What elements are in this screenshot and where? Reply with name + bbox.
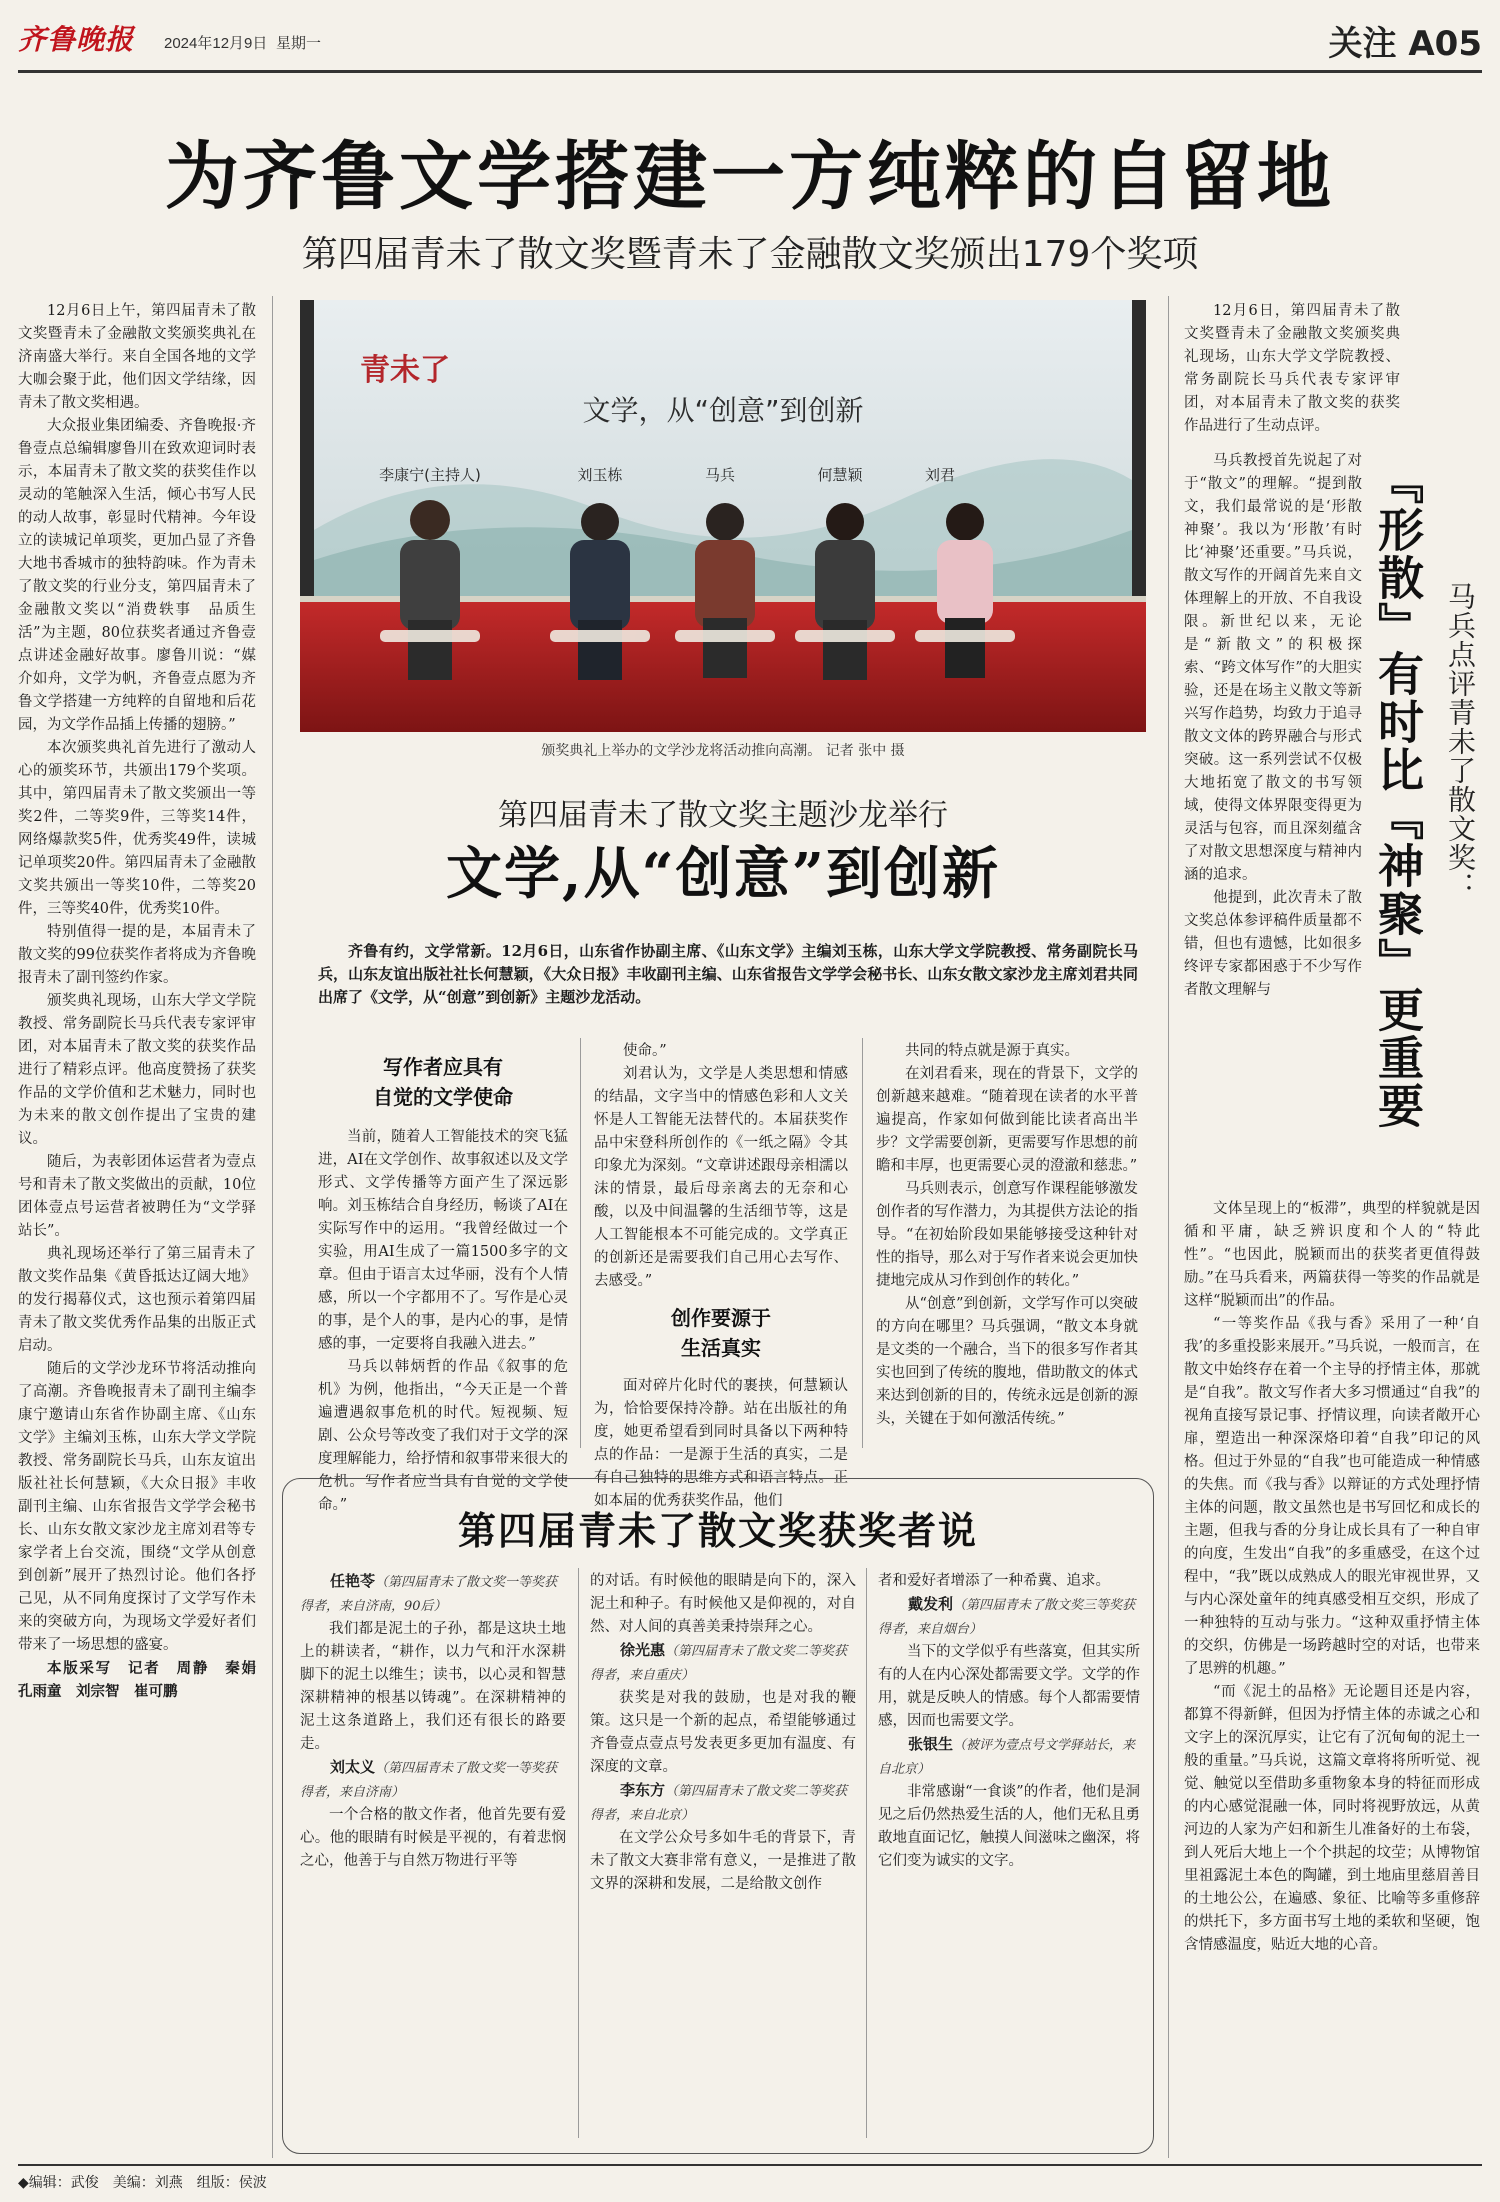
salon-column-1 [318, 1052, 568, 1517]
winner-name [878, 1593, 1140, 1641]
winner-quote: 在文学公众号多如牛毛的背景下，青未了散文大赛非常有意义，一是推进了散文界的深耕和发展，二是给散文创作 [590, 1830, 856, 1892]
salon-photo-illustration [300, 300, 1146, 732]
winner-name-text: 刘太义 [330, 1758, 376, 1776]
winner-name [878, 1733, 1140, 1781]
main-headline: 为齐鲁文学搭建一方纯粹的自留地 [165, 134, 1335, 220]
salon-lead: 齐鲁有约，文学常新。12月6日，山东省作协副主席、《山东文学》主编刘玉栋，山东大学文学院教授、常务副院长马兵，山东友谊出版社社长何慧颖，《大众日报》丰收副刊主编、山东省报告文学学会秘书长、山东女散文家沙龙主席刘君共同出席了《文学，从“创意”到创新》主题沙龙活动。 [318, 942, 1138, 1006]
winner-name [300, 1756, 566, 1804]
right-column-title: 『形散』有时比『神聚』更重要 [1371, 458, 1425, 1130]
paragraph: 在刘君看来，现在的背景下，文学的创新越来越难。“随着现在读者的水平普遍提高，作家如何做到能比读者高出半步？文学需要创新，更需要写作思想的前瞻和丰厚，也更需要心灵的澄澈和慈悲。” [876, 1066, 1138, 1174]
salon-column-2 [594, 1040, 848, 1513]
issue-date: 2024年12月9日 [164, 35, 268, 52]
footer-rule [18, 2164, 1482, 2166]
winner-name [300, 1570, 566, 1618]
paragraph: 共同的特点就是源于真实。 [905, 1043, 1079, 1059]
winners-column-3 [878, 1570, 1140, 1873]
photo-name-5: 刘君 [924, 466, 956, 484]
salon-col2-end-of-col1: 使命。” [623, 1043, 667, 1059]
section-page-label: 关注 A05 [1328, 24, 1482, 64]
left-paragraph: 随后的文学沙龙环节将活动推向了高潮。齐鲁晚报青未了副刊主编李康宁邀请山东省作协副主席、《山东文学》主编刘玉栋，山东大学文学院教授、常务副院长马兵，山东友谊出版社社长何慧颖，《大众日报》丰收副刊主编、山东省报告文学学会秘书长、山东女散文家沙龙主席刘君等专家学者上台交流，围绕“文学从创意到创新”展开了热烈讨论。他们各抒己见，从不同角度探讨了文学写作未来的突破方向，为现场文学爱好者们带来了一场思想的盛宴。 [18, 1361, 256, 1653]
winner-name [590, 1639, 856, 1687]
salon-col1-text [318, 1126, 568, 1517]
winner-continued-text: 的对话。有时候他的眼睛是向下的，深入泥土和种子。有时候他又是仰视的，对自然、对人间的真善美秉持崇拜之心。 [590, 1573, 856, 1635]
salon-column-3 [876, 1040, 1138, 1431]
salon-title: 文学,从“创意”到创新 [446, 841, 1000, 907]
right-column-text-a [1184, 450, 1362, 1002]
photo-banner-logo: 青未了 [360, 353, 450, 388]
winner-role: （第四届青未了散文奖一等奖获得者，来自济南） [300, 1761, 558, 1800]
winner-quote: 获奖是对我的鼓励，也是对我的鞭策。这只是一个新的起点，希望能够通过齐鲁壹点壹点号发表更多更加有温度、有深度的文章。 [590, 1690, 856, 1775]
winner-role: （第四届青未了散文奖三等奖获得者，来自烟台） [878, 1598, 1136, 1637]
photo-name-2: 刘玉栋 [577, 466, 623, 484]
paragraph: 从“创意”到创新，文学写作可以突破的方向在哪里？马兵强调，“散文本身就是文类的一个融合，当下的很多写作者其实也回到了传统的腹地，借助散文的体式来达到创新的目的，传统永远是创新的源头，关键在于如何激活传统。” [876, 1296, 1138, 1427]
right-intro: 12月6日，第四届青未了散文奖暨青未了金融散文奖颁奖典礼现场，山东大学文学院教授、常务副院长马兵代表专家评审团，对本届青未了散文奖的获奖作品进行了生动点评。 [1184, 303, 1400, 434]
winner-name-text: 张银生 [908, 1735, 954, 1753]
right-column-text-b [1184, 1198, 1480, 1957]
left-paragraph: 本次颁奖典礼首先进行了激动人心的颁奖环节，共颁出179个奖项。其中，第四届青未了散文奖颁出一等奖2件，二等奖9件，三等奖14件，网络爆款奖5件，优秀奖49件，读城记单项奖20件。第四届青未了金融散文奖共颁出一等奖10件，二等奖20件，三等奖40件，优秀奖10件。 [18, 740, 256, 917]
paragraph: 马兵教授首先说起了对于“散文”的理解。“提到散文，我们最常说的是‘形散神聚’。我以为‘形散’有时比‘神聚’还重要。”马兵说，散文写作的开阔首先来自文体理解上的开放、不自我设限。新世纪以来，无论是“新散文”的积极探索、“跨文体写作”的大胆实验，还是在场主义散文等新兴写作趋势，均致力于追寻散文文体的跨界融合与形式突破。这一系列尝试不仅极大地拓宽了散文的书写领域，使得文体界限变得更为灵活与包容，而且深刻蕴含了对散文思想深度与精神内涵的追求。 [1184, 453, 1362, 883]
column-divider [866, 1568, 867, 2138]
left-paragraph: 随后，为表彰团体运营者为壹点号和青未了散文奖做出的贡献，10位团体壹点号运营者被聘任为“文学驿站长”。 [18, 1154, 256, 1239]
winners-column-2 [590, 1570, 856, 1896]
left-paragraph: 12月6日上午，第四届青未了散文奖暨青未了金融散文奖颁奖典礼在济南盛大举行。来自全国各地的文学大咖会聚于此，他们因文学结缘，因青未了散文奖相遇。 [18, 303, 256, 411]
photo-name-4: 何慧颖 [817, 466, 863, 484]
paragraph: 当前，随着人工智能技术的突飞猛进，AI在文学创作、故事叙述以及文学形式、文学传播等方面产生了深远影响。刘玉栋结合自身经历，畅谈了AI在实际写作中的运用。“我曾经做过一个实验，用AI生成了一篇1500多字的文章。但由于语言太过华丽，没有个人情感，所以一个字都用不了。写作是心灵的事，是个人的事，是内心的事，是情感的事，一定要将自我融入进去。” [318, 1129, 568, 1352]
left-paragraph: 特别值得一提的是，本届青未了散文奖的99位获奖作者将成为齐鲁晚报青未了副刊签约作家。 [18, 924, 256, 986]
masthead [18, 12, 1482, 68]
column-divider [272, 296, 273, 2158]
footer-credits: ◆编辑：武俊 美编：刘燕 组版：侯波 [18, 2175, 267, 2191]
salon-kicker: 第四届青未了散文奖主题沙龙举行 [498, 798, 948, 833]
winner-quote: 当下的文学似乎有些落寞，但其实所有的人在内心深处都需要文学。文学的作用，就是反映人的情感。每个人都需要情感，因而也需要文学。 [878, 1644, 1140, 1729]
left-paragraph: 大众报业集团编委、齐鲁晚报·齐鲁壹点总编辑廖鲁川在致欢迎词时表示，本届青未了散文奖的获奖佳作以灵动的笔触深入生活，倾心书写人民的动人故事，彰显时代精神。今年设立的读城记单项奖，更加凸显了齐鲁大地书香城市的独特韵味。作为青未了散文奖的行业分支，第四届青未了金融散文奖以“消费轶事 品质生活”为主题，80位获奖者通过齐鲁壹点讲述金融好故事。廖鲁川说：“媒介如舟，文学为帆，齐鲁壹点愿为齐鲁文学搭建一方纯粹的自留地和后花园，为文学作品插上传播的翅膀。” [18, 418, 256, 733]
winners-title: 第四届青未了散文奖获奖者说 [457, 1509, 978, 1553]
paragraph: “而《泥土的品格》无论题目还是内容，都算不得新鲜，但因为抒情主体的赤诚之心和文字上的深沉厚实，让它有了沉甸甸的泥土一般的重量。”马兵说，这篇文章将将所听觉、视觉、触觉以至借助多重物象本身的特征而形成的内心感觉混融一体，同时将视野放远，从黄河边的人家为产妇和新生儿准备好的土布袋，到人死后大地上一个个拱起的坟茔；从博物馆里祖露泥土本色的陶罐，到土地庙里慈眉善目的土地公公，在遍感、象征、比喻等多重修辞的烘托下，多方面书写土地的柔软和坚硬，饱含情感温度，贴近大地的心音。 [1184, 1684, 1480, 1953]
left-paragraph: 颁奖典礼现场，山东大学文学院教授、常务副院长马兵代表专家评审团，对本届青未了散文奖的获奖作品进行了精彩点评。他高度赞扬了获奖作品的文学价值和艺术魅力，同时也为未来的散文创作提出了宝贵的建议。 [18, 993, 256, 1147]
salon-subhead-1: 写作者应具有 自觉的文学使命 [373, 1055, 513, 1109]
photo-caption: 颁奖典礼上举办的文学沙龙将活动推向高潮。 记者 张中 摄 [541, 743, 905, 759]
photo-banner-title: 文学，从“创意”到创新 [582, 394, 864, 427]
left-column-article [18, 300, 271, 1703]
salon-col2-top: 刘君认为，文学是人类思想和情感的结晶，文字当中的情感色彩和人文关怀是人工智能无法替代的。本届获奖作品中宋登科所创作的《一纸之隔》令其印象尤为深刻。“文章讲述跟母亲相濡以沫的情景，最后母亲离去的无奈和心酸，以及中间温馨的生活细节等，这是人工智能根本不可能完成的。文学真正的创新还是需要我们自己用心去写作、去感受。” [594, 1066, 848, 1289]
winner-role: （被评为壹点号文学驿站长，来自北京） [878, 1738, 1136, 1777]
winner-quote: 一个合格的散文作者，他首先要有爱心。他的眼睛有时候是平视的，有着悲悯之心，他善于与自然万物进行平等 [300, 1807, 566, 1869]
right-column-kicker: 马兵点评青未了散文奖： [1444, 582, 1477, 901]
article-byline: 本版采写 记者 周静 秦娟 孔雨童 刘宗智 崔可鹏 [18, 1660, 271, 1700]
winner-name-text: 李东方 [620, 1781, 666, 1799]
issue-weekday: 星期一 [276, 35, 322, 52]
winner-quote: 我们都是泥土的子孙，都是这块土地上的耕读者，“耕作，以力气和汗水深耕脚下的泥土以维生；读书，以心灵和智慧深耕精神的根基以铸魂”。在深耕精神的泥土这条道路上，我们还有很长的路要走。 [300, 1621, 566, 1752]
photo-name-3: 马兵 [704, 466, 736, 484]
photo-name-1: 李康宁(主持人) [379, 466, 481, 484]
paragraph: “一等奖作品《我与香》采用了一种‘自我’的多重投影来展开。”马兵说，一般而言，在散文中始终存在着一个主导的抒情主体，那就是“自我”。散文写作者大多习惯通过“自我”的视角直接写景记事、抒情议理，向读者敞开心扉，塑造出一种深深烙印着“自我”印记的风格。但过于外显的“自我”也可能造成一种情感的失焦。而《我与香》以辩证的方式处理抒情主体的问题，散文虽然也是书写回忆和成长的主题，但我与香的分身让成长具有了一种自审的向度，生发出“自我”的多重感受，在这个过程中，“我”既以成熟成人的眼光审视世界，又与内心深处童年的纯真感受相互交织，形成了一种独特的互动与张力。“这种双重抒情主体的交织，仿佛是一场跨越时空的对话，也带来了思辨的机趣。” [1184, 1316, 1480, 1677]
paragraph: 马兵则表示，创意写作课程能够激发创作者的写作潜力，为其提供方法论的指导。“在初始阶段如果能够接受这种针对性的指导，那么对于写作者来说会更加快捷地完成从习作到创作的转化。” [876, 1181, 1138, 1289]
left-paragraph: 典礼现场还举行了第三届青未了散文奖作品集《黄昏抵达辽阔大地》的发行揭幕仪式，这也预示着第四届青未了散文奖优秀作品集的出版正式启动。 [18, 1246, 256, 1354]
column-divider [578, 1568, 579, 2138]
paragraph: 文体呈现上的“板滞”，典型的样貌就是因循和平庸，缺乏辨识度和个人的“特此性”。“也因此，脱颖而出的获奖者更值得鼓励。”在马兵看来，两篇获得一等奖的作品就是这样“脱颖而出”的作品。 [1184, 1201, 1480, 1309]
winner-name-text: 戴发利 [908, 1595, 954, 1613]
salon-subhead-2: 创作要源于 生活真实 [671, 1306, 771, 1360]
salon-photo [300, 300, 1146, 732]
winner-name [590, 1779, 856, 1827]
column-divider [1168, 296, 1169, 2158]
winner-role: （第四届青未了散文奖二等奖获得者，来自重庆） [590, 1644, 848, 1683]
newspaper-logo: 齐鲁晚报 [18, 23, 135, 56]
winners-column-1 [300, 1570, 566, 1873]
paragraph: 他提到，此次青未了散文奖总体参评稿件质量都不错，但也有遗憾，比如很多终评专家都困惑于不少写作者散文理解与 [1184, 890, 1362, 998]
winner-role: （第四届青未了散文奖一等奖获得者，来自济南，90后） [300, 1575, 558, 1614]
salon-col2-bottom: 面对碎片化时代的裹挟，何慧颖认为，恰恰要保持冷静。站在出版社的角度，她更希望看到同时具备以下两种特点的作品：一是源于生活的真实，二是有自己独特的思维方式和语言特点。正如本届的优秀获奖作品，他们 [594, 1378, 848, 1509]
winner-name-text: 任艳苓 [330, 1572, 376, 1590]
column-divider [580, 1038, 581, 1448]
winner-role: （第四届青未了散文奖二等奖获得者，来自北京） [590, 1784, 848, 1823]
column-divider [862, 1038, 863, 1448]
winner-quote: 非常感谢“一食谈”的作者，他们是洞见之后仍然热爱生活的人，他们无私且勇敢地直面记忆，触摸人间滋味之幽深，将它们变为诚实的文字。 [878, 1784, 1140, 1869]
paragraph: 马兵以韩炳哲的作品《叙事的危机》为例，他指出，“今天正是一个普遍遭遇叙事危机的时代。短视频、短剧、公众号等改变了我们对于文学的深度理解能力，给抒情和叙事带来很大的危机。写作者应当具有自觉的文学使命。” [318, 1359, 568, 1513]
winner-continued-text: 者和爱好者增添了一种希冀、追求。 [878, 1573, 1110, 1589]
header-rule [18, 70, 1482, 73]
winner-name-text: 徐光惠 [620, 1641, 666, 1659]
sub-headline: 第四届青未了散文奖暨青未了金融散文奖颁出179个奖项 [301, 234, 1199, 275]
